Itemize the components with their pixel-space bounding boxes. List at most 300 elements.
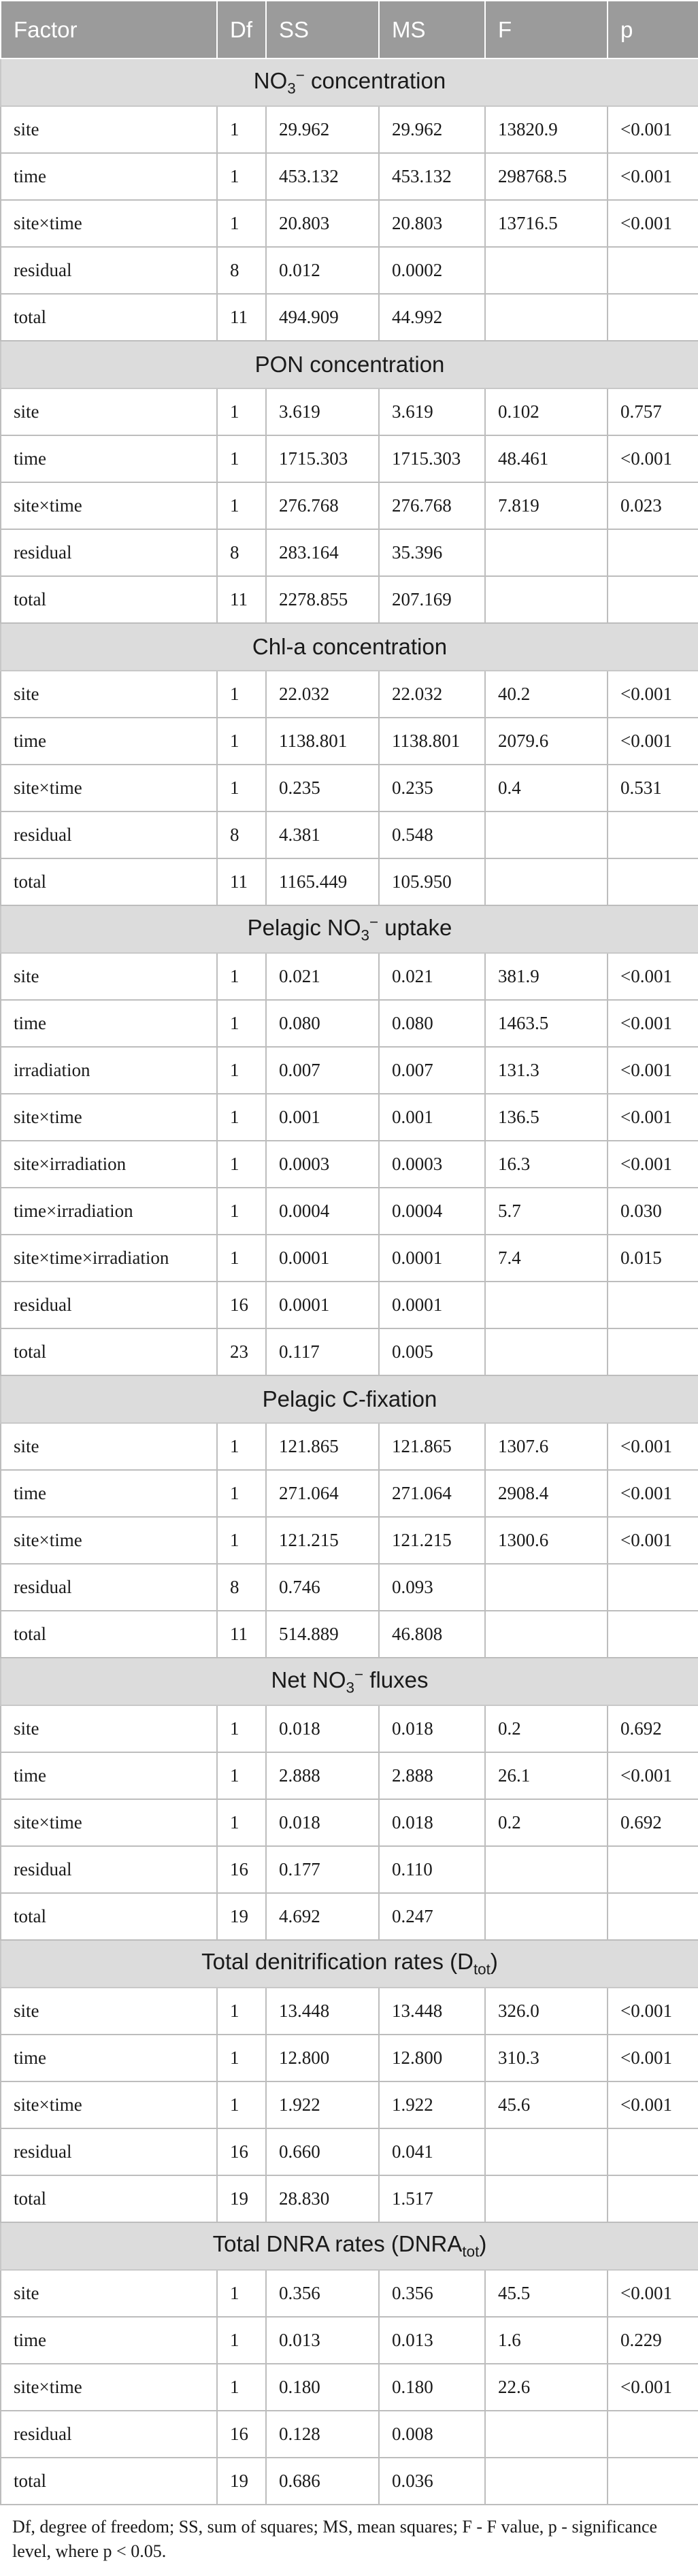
p-cell [608, 1611, 698, 1658]
factor-cell: site [1, 388, 217, 435]
table-row [1, 2317, 698, 2364]
factor-cell: site [1, 1423, 217, 1470]
section-header-row [1, 1940, 698, 1988]
section-title [1, 58, 698, 106]
p-cell: 0.692 [608, 1799, 698, 1846]
section-title-part: Net NO [271, 1667, 346, 1693]
table-row [1, 106, 698, 153]
df-cell: 11 [217, 1611, 266, 1658]
f-cell: 7.819 [485, 482, 608, 529]
df-cell: 19 [217, 2458, 266, 2505]
table-body [1, 58, 698, 2505]
df-cell: 1 [217, 2035, 266, 2081]
ss-cell: 121.865 [266, 1423, 379, 1470]
df-cell: 1 [217, 1705, 266, 1752]
f-cell: 310.3 [485, 2035, 608, 2081]
f-cell: 45.5 [485, 2270, 608, 2317]
df-cell: 1 [217, 1988, 266, 2035]
factor-cell: irradiation [1, 1047, 217, 1094]
f-cell: 326.0 [485, 1988, 608, 2035]
ms-cell: 1715.303 [379, 435, 485, 482]
table-row [1, 2458, 698, 2505]
f-cell [485, 2411, 608, 2458]
factor-cell: site×time [1, 2081, 217, 2128]
p-cell [608, 576, 698, 623]
df-cell: 8 [217, 247, 266, 294]
ss-cell: 12.800 [266, 2035, 379, 2081]
df-cell: 1 [217, 1047, 266, 1094]
section-title [1, 1940, 698, 1988]
ss-cell: 3.619 [266, 388, 379, 435]
table-row [1, 1846, 698, 1893]
f-cell: 0.102 [485, 388, 608, 435]
ms-cell: 44.992 [379, 294, 485, 341]
f-cell [485, 2458, 608, 2505]
section-title-part: Total DNRA rates (DNRA [212, 2231, 463, 2257]
f-cell: 381.9 [485, 953, 608, 1000]
ms-cell: 0.0001 [379, 1235, 485, 1282]
p-cell: <0.001 [608, 718, 698, 765]
table-row [1, 1799, 698, 1846]
df-cell: 1 [217, 106, 266, 153]
factor-cell: site [1, 953, 217, 1000]
ms-cell: 12.800 [379, 2035, 485, 2081]
f-cell [485, 812, 608, 858]
table-row [1, 765, 698, 812]
table-row [1, 2128, 698, 2175]
f-cell: 13716.5 [485, 200, 608, 247]
ss-cell: 0.007 [266, 1047, 379, 1094]
section-title-part: fluxes [363, 1667, 429, 1693]
df-cell: 1 [217, 2081, 266, 2128]
header-ss: SS [266, 1, 379, 58]
ms-cell: 0.021 [379, 953, 485, 1000]
ss-cell: 0.177 [266, 1846, 379, 1893]
section-title-part: 3 [361, 926, 370, 944]
f-cell [485, 1611, 608, 1658]
ms-cell: 0.041 [379, 2128, 485, 2175]
f-cell: 16.3 [485, 1141, 608, 1188]
ss-cell: 20.803 [266, 200, 379, 247]
header-factor: Factor [1, 1, 217, 58]
factor-cell: total [1, 2175, 217, 2222]
f-cell: 0.4 [485, 765, 608, 812]
ms-cell: 0.356 [379, 2270, 485, 2317]
table-row [1, 2270, 698, 2317]
table-row [1, 2411, 698, 2458]
section-title-part: − [369, 914, 379, 931]
f-cell [485, 247, 608, 294]
section-title-part: Pelagic C-fixation [262, 1386, 437, 1411]
df-cell: 1 [217, 388, 266, 435]
table-row [1, 1423, 698, 1470]
factor-cell: total [1, 858, 217, 905]
f-cell: 1463.5 [485, 1000, 608, 1047]
df-cell: 1 [217, 671, 266, 718]
f-cell [485, 858, 608, 905]
table-row [1, 482, 698, 529]
df-cell: 1 [217, 953, 266, 1000]
table-footnote: Df, degree of freedom; SS, sum of squares; MS, mean squares; F - F value, p - significance level, where p < 0.05. [12, 2517, 658, 2561]
ss-cell: 0.0003 [266, 1141, 379, 1188]
section-header-row [1, 905, 698, 953]
ss-cell: 0.018 [266, 1705, 379, 1752]
header-row [1, 1, 698, 58]
f-cell: 7.4 [485, 1235, 608, 1282]
f-cell: 5.7 [485, 1188, 608, 1235]
df-cell: 1 [217, 1517, 266, 1564]
f-cell [485, 2128, 608, 2175]
table-row [1, 1328, 698, 1375]
factor-cell: site [1, 1988, 217, 2035]
df-cell: 1 [217, 1000, 266, 1047]
factor-cell: site [1, 2270, 217, 2317]
f-cell: 131.3 [485, 1047, 608, 1094]
factor-cell: site×irradiation [1, 1141, 217, 1188]
df-cell: 1 [217, 765, 266, 812]
ms-cell: 3.619 [379, 388, 485, 435]
p-cell [608, 529, 698, 576]
ms-cell: 0.008 [379, 2411, 485, 2458]
ms-cell: 20.803 [379, 200, 485, 247]
table-row [1, 1470, 698, 1517]
ss-cell: 514.889 [266, 1611, 379, 1658]
df-cell: 1 [217, 2364, 266, 2411]
table-row [1, 671, 698, 718]
table-row [1, 1047, 698, 1094]
ss-cell: 1165.449 [266, 858, 379, 905]
ss-cell: 0.0001 [266, 1235, 379, 1282]
df-cell: 1 [217, 718, 266, 765]
table-row [1, 247, 698, 294]
ss-cell: 4.692 [266, 1893, 379, 1940]
table-row [1, 2081, 698, 2128]
ss-cell: 0.746 [266, 1564, 379, 1611]
section-title-part: tot [462, 2243, 480, 2260]
table-row [1, 2364, 698, 2411]
df-cell: 1 [217, 1752, 266, 1799]
ss-cell: 453.132 [266, 153, 379, 200]
section-title-part: NO [253, 68, 288, 94]
df-cell: 16 [217, 1282, 266, 1328]
table-row [1, 1988, 698, 2035]
table-row [1, 1517, 698, 1564]
header-df: Df [217, 1, 266, 58]
df-cell: 16 [217, 2128, 266, 2175]
ms-cell: 0.0003 [379, 1141, 485, 1188]
factor-cell: residual [1, 812, 217, 858]
factor-cell: total [1, 2458, 217, 2505]
table-row [1, 576, 698, 623]
df-cell: 1 [217, 435, 266, 482]
df-cell: 1 [217, 200, 266, 247]
ms-cell: 0.036 [379, 2458, 485, 2505]
factor-cell: time [1, 2035, 217, 2081]
p-cell: <0.001 [608, 1141, 698, 1188]
table-row [1, 529, 698, 576]
p-cell: <0.001 [608, 153, 698, 200]
section-header-row [1, 1658, 698, 1705]
p-cell: <0.001 [608, 1000, 698, 1047]
p-cell [608, 1893, 698, 1940]
factor-cell: residual [1, 2411, 217, 2458]
f-cell: 1.6 [485, 2317, 608, 2364]
factor-cell: time [1, 153, 217, 200]
df-cell: 11 [217, 858, 266, 905]
ss-cell: 271.064 [266, 1470, 379, 1517]
ms-cell: 0.018 [379, 1799, 485, 1846]
section-title [1, 905, 698, 953]
df-cell: 1 [217, 2270, 266, 2317]
ms-cell: 1.922 [379, 2081, 485, 2128]
f-cell: 2079.6 [485, 718, 608, 765]
f-cell: 13820.9 [485, 106, 608, 153]
ms-cell: 121.215 [379, 1517, 485, 1564]
p-cell: 0.229 [608, 2317, 698, 2364]
ss-cell: 0.013 [266, 2317, 379, 2364]
ms-cell: 276.768 [379, 482, 485, 529]
section-title [1, 623, 698, 671]
section-title-part: Chl-a concentration [252, 634, 448, 659]
p-cell: <0.001 [608, 2081, 698, 2128]
section-header-row [1, 341, 698, 388]
f-cell [485, 1564, 608, 1611]
ms-cell: 35.396 [379, 529, 485, 576]
factor-cell: site [1, 1705, 217, 1752]
factor-cell: residual [1, 529, 217, 576]
p-cell: <0.001 [608, 200, 698, 247]
f-cell: 2908.4 [485, 1470, 608, 1517]
p-cell: 0.030 [608, 1188, 698, 1235]
ms-cell: 271.064 [379, 1470, 485, 1517]
section-title [1, 1658, 698, 1705]
ms-cell: 105.950 [379, 858, 485, 905]
table-row [1, 153, 698, 200]
df-cell: 1 [217, 1799, 266, 1846]
section-title-part: Pelagic NO [247, 915, 361, 941]
ss-cell: 276.768 [266, 482, 379, 529]
p-cell [608, 2411, 698, 2458]
ms-cell: 0.093 [379, 1564, 485, 1611]
factor-cell: time [1, 2317, 217, 2364]
factor-cell: residual [1, 1846, 217, 1893]
factor-cell: time [1, 435, 217, 482]
df-cell: 1 [217, 482, 266, 529]
ms-cell: 0.001 [379, 1094, 485, 1141]
f-cell [485, 1893, 608, 1940]
section-header-row [1, 623, 698, 671]
p-cell: <0.001 [608, 1988, 698, 2035]
ms-cell: 0.247 [379, 1893, 485, 1940]
ms-cell: 0.0004 [379, 1188, 485, 1235]
ss-cell: 0.021 [266, 953, 379, 1000]
table-row [1, 1188, 698, 1235]
df-cell: 16 [217, 2411, 266, 2458]
p-cell: <0.001 [608, 1752, 698, 1799]
p-cell: <0.001 [608, 435, 698, 482]
df-cell: 1 [217, 1423, 266, 1470]
f-cell [485, 1282, 608, 1328]
table-row [1, 1611, 698, 1658]
section-title-part: 3 [287, 80, 296, 97]
f-cell [485, 294, 608, 341]
factor-cell: residual [1, 247, 217, 294]
f-cell [485, 1328, 608, 1375]
ms-cell: 1138.801 [379, 718, 485, 765]
p-cell: 0.015 [608, 1235, 698, 1282]
ms-cell: 0.007 [379, 1047, 485, 1094]
factor-cell: time [1, 1000, 217, 1047]
table-row [1, 2175, 698, 2222]
factor-cell: site×time [1, 482, 217, 529]
df-cell: 8 [217, 1564, 266, 1611]
ms-cell: 0.018 [379, 1705, 485, 1752]
f-cell: 48.461 [485, 435, 608, 482]
factor-cell: total [1, 576, 217, 623]
p-cell: 0.692 [608, 1705, 698, 1752]
ms-cell: 453.132 [379, 153, 485, 200]
ss-cell: 494.909 [266, 294, 379, 341]
p-cell [608, 812, 698, 858]
f-cell: 0.2 [485, 1799, 608, 1846]
table-row [1, 294, 698, 341]
ms-cell: 0.235 [379, 765, 485, 812]
p-cell [608, 2128, 698, 2175]
ss-cell: 29.962 [266, 106, 379, 153]
section-header-row [1, 1375, 698, 1423]
table-row [1, 1893, 698, 1940]
section-title-part: PON concentration [254, 352, 445, 377]
ms-cell: 0.080 [379, 1000, 485, 1047]
section-title-part: − [354, 1666, 364, 1684]
ms-cell: 2.888 [379, 1752, 485, 1799]
table-row [1, 718, 698, 765]
table-row [1, 858, 698, 905]
factor-cell: time [1, 718, 217, 765]
section-title-part: ) [479, 2231, 487, 2257]
table-row [1, 1752, 698, 1799]
p-cell: <0.001 [608, 953, 698, 1000]
p-cell: <0.001 [608, 1047, 698, 1094]
header-f: F [485, 1, 608, 58]
p-cell [608, 247, 698, 294]
table-row [1, 388, 698, 435]
df-cell: 16 [217, 1846, 266, 1893]
f-cell: 1300.6 [485, 1517, 608, 1564]
table-row [1, 1000, 698, 1047]
table-row [1, 2035, 698, 2081]
f-cell [485, 2175, 608, 2222]
factor-cell: site×time×irradiation [1, 1235, 217, 1282]
ss-cell: 0.356 [266, 2270, 379, 2317]
p-cell [608, 1328, 698, 1375]
section-title-part: Total denitrification rates (D [201, 1949, 473, 1975]
factor-cell: site×time [1, 765, 217, 812]
p-cell: 0.531 [608, 765, 698, 812]
f-cell: 22.6 [485, 2364, 608, 2411]
ms-cell: 0.110 [379, 1846, 485, 1893]
ms-cell: 0.180 [379, 2364, 485, 2411]
f-cell: 0.2 [485, 1705, 608, 1752]
section-title-part: ) [490, 1949, 498, 1975]
p-cell: <0.001 [608, 2035, 698, 2081]
factor-cell: site×time [1, 1799, 217, 1846]
p-cell: <0.001 [608, 1423, 698, 1470]
ss-cell: 0.0001 [266, 1282, 379, 1328]
factor-cell: total [1, 1893, 217, 1940]
section-title-part: tot [473, 1960, 491, 1978]
ss-cell: 283.164 [266, 529, 379, 576]
df-cell: 23 [217, 1328, 266, 1375]
ss-cell: 2.888 [266, 1752, 379, 1799]
header-ms: MS [379, 1, 485, 58]
factor-cell: site [1, 671, 217, 718]
section-title-part: 3 [346, 1679, 355, 1696]
ss-cell: 0.012 [266, 247, 379, 294]
df-cell: 1 [217, 2317, 266, 2364]
ms-cell: 0.548 [379, 812, 485, 858]
table-row [1, 1094, 698, 1141]
ms-cell: 0.005 [379, 1328, 485, 1375]
factor-cell: site×time [1, 2364, 217, 2411]
ss-cell: 0.686 [266, 2458, 379, 2505]
ss-cell: 0.128 [266, 2411, 379, 2458]
ss-cell: 0.180 [266, 2364, 379, 2411]
ss-cell: 0.235 [266, 765, 379, 812]
table-row [1, 1564, 698, 1611]
f-cell [485, 576, 608, 623]
p-cell [608, 1846, 698, 1893]
section-title-part: uptake [378, 915, 452, 941]
section-header-row [1, 2222, 698, 2270]
table-row [1, 953, 698, 1000]
ss-cell: 4.381 [266, 812, 379, 858]
df-cell: 8 [217, 529, 266, 576]
ss-cell: 0.0004 [266, 1188, 379, 1235]
factor-cell: site×time [1, 1517, 217, 1564]
f-cell: 26.1 [485, 1752, 608, 1799]
df-cell: 11 [217, 294, 266, 341]
p-cell: <0.001 [608, 1094, 698, 1141]
ms-cell: 46.808 [379, 1611, 485, 1658]
f-cell [485, 1846, 608, 1893]
factor-cell: total [1, 294, 217, 341]
p-cell [608, 1282, 698, 1328]
p-cell: 0.023 [608, 482, 698, 529]
factor-cell: total [1, 1611, 217, 1658]
ss-cell: 28.830 [266, 2175, 379, 2222]
section-title [1, 2222, 698, 2270]
table-header [1, 1, 698, 58]
section-title-part: − [295, 67, 305, 84]
ss-cell: 1715.303 [266, 435, 379, 482]
p-cell [608, 2175, 698, 2222]
factor-cell: residual [1, 1282, 217, 1328]
ss-cell: 13.448 [266, 1988, 379, 2035]
factor-cell: site [1, 106, 217, 153]
f-cell: 45.6 [485, 2081, 608, 2128]
df-cell: 8 [217, 812, 266, 858]
factor-cell: residual [1, 1564, 217, 1611]
ms-cell: 0.0001 [379, 1282, 485, 1328]
factor-cell: site×time [1, 200, 217, 247]
f-cell: 136.5 [485, 1094, 608, 1141]
ms-cell: 22.032 [379, 671, 485, 718]
p-cell [608, 2458, 698, 2505]
table-row [1, 200, 698, 247]
table-row [1, 1235, 698, 1282]
ms-cell: 13.448 [379, 1988, 485, 2035]
